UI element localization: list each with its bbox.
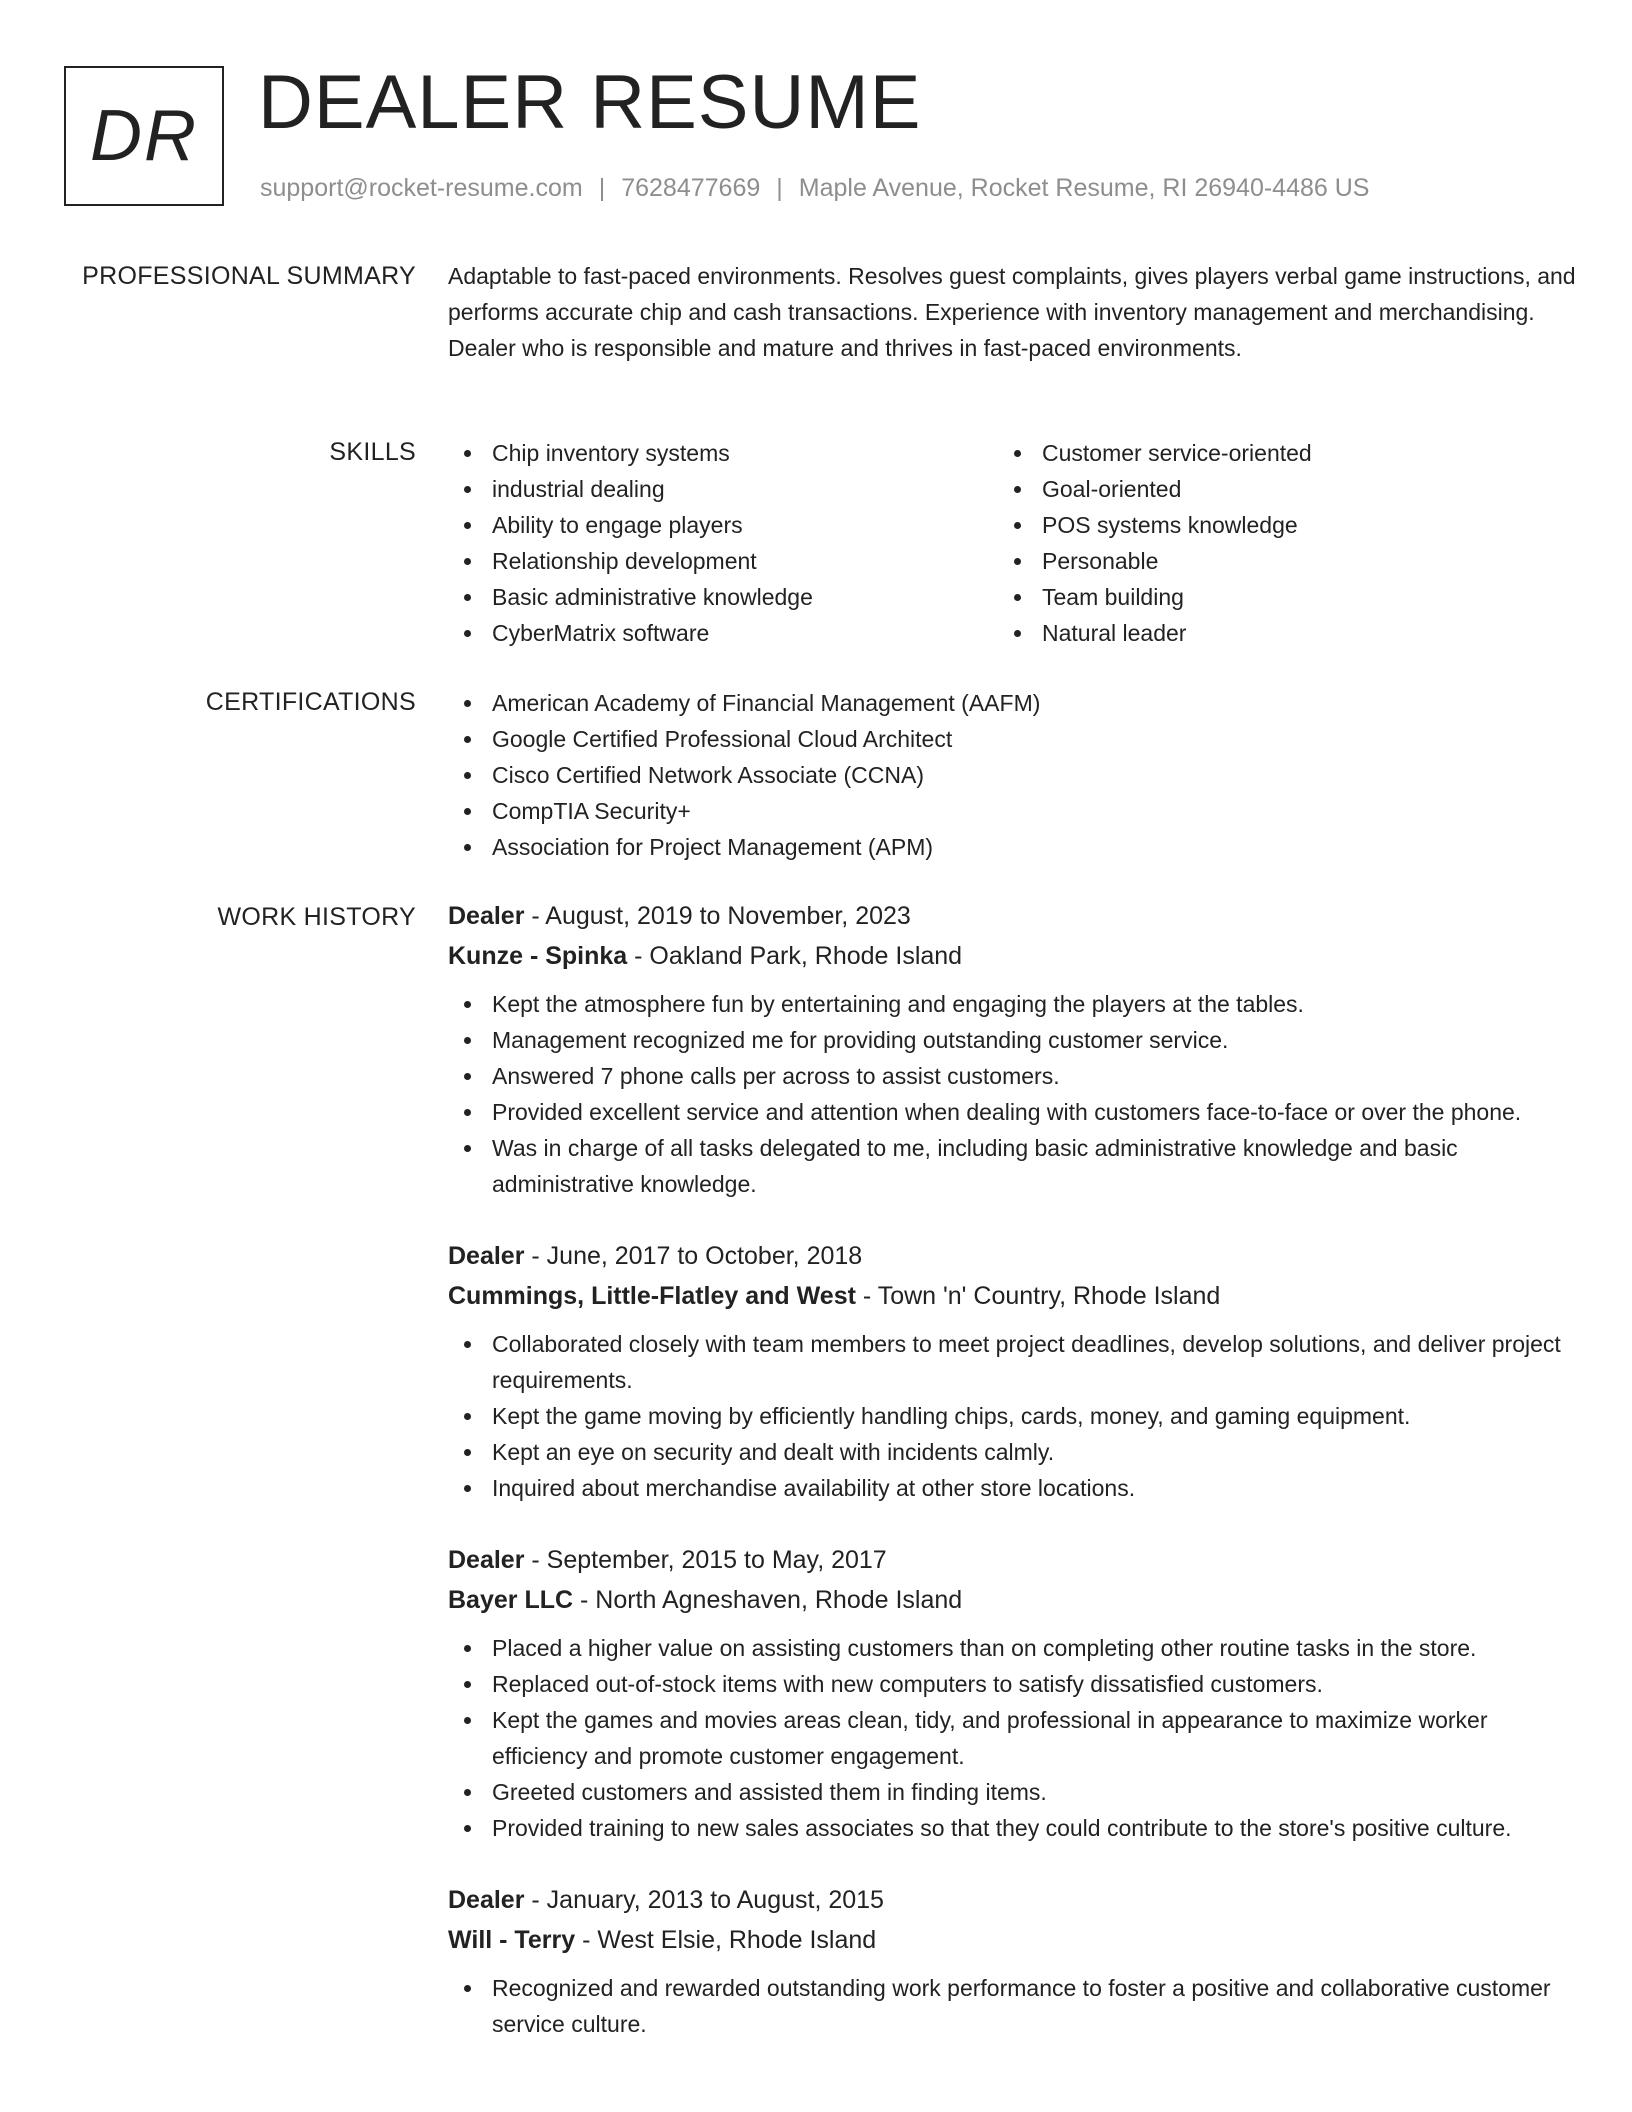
certifications-list (448, 685, 1578, 865)
job-duty-item: Kept an eye on security and dealt with incidents calmly. (448, 1434, 1578, 1470)
skill-item: Ability to engage players (448, 507, 998, 543)
contact-separator: | (598, 174, 606, 202)
certification-item: Google Certified Professional Cloud Architect (448, 721, 1578, 757)
job-duties-list (448, 1630, 1578, 1846)
skill-item: Chip inventory systems (448, 435, 998, 471)
job-location: - West Elsie, Rhode Island (575, 1926, 877, 1954)
summary-section (448, 258, 1578, 366)
certification-item: Cisco Certified Network Associate (CCNA) (448, 757, 1578, 793)
job-duty-item: Kept the games and movies areas clean, tidy, and professional in appearance to maximize worker efficiency and promote customer engagement. (448, 1702, 1578, 1774)
job-duty-item: Answered 7 phone calls per across to assist customers. (448, 1058, 1578, 1094)
resume-title: DEALER RESUME (258, 60, 922, 145)
job-duty-item: Was in charge of all tasks delegated to me, including basic administrative knowledge and basic administrative knowledge. (448, 1130, 1578, 1202)
job-duty-item: Kept the game moving by efficiently handling chips, cards, money, and gaming equipment. (448, 1398, 1578, 1434)
certification-item: American Academy of Financial Management (AAFM) (448, 685, 1578, 721)
job-company: Cummings, Little-Flatley and West (448, 1282, 856, 1310)
skill-item: Team building (998, 579, 1548, 615)
job-entry (448, 1540, 1578, 1846)
job-company: Kunze - Spinka (448, 942, 628, 970)
job-entry (448, 1880, 1578, 2042)
job-entry (448, 896, 1578, 1202)
job-title-line (448, 1236, 1578, 1276)
job-location: - North Agneshaven, Rhode Island (573, 1586, 963, 1614)
contact-phone[interactable]: 7628477669 (621, 174, 761, 202)
job-title: Dealer (448, 1242, 525, 1270)
job-title-line (448, 896, 1578, 936)
skills-list-right (998, 435, 1548, 651)
skill-item: Relationship development (448, 543, 998, 579)
job-duty-item: Provided training to new sales associates so that they could contribute to the store's positive culture. (448, 1810, 1578, 1846)
job-title: Dealer (448, 1546, 525, 1574)
job-duties-list (448, 1326, 1578, 1506)
skill-item: industrial dealing (448, 471, 998, 507)
job-title: Dealer (448, 902, 525, 930)
job-duty-item: Collaborated closely with team members to meet project deadlines, develop solutions, and deliver project requirements. (448, 1326, 1578, 1398)
job-dates: - June, 2017 to October, 2018 (524, 1242, 863, 1270)
section-label-summary: PROFESSIONAL SUMMARY (82, 262, 416, 290)
job-duty-item: Greeted customers and assisted them in finding items. (448, 1774, 1578, 1810)
section-label-certifications: CERTIFICATIONS (205, 688, 416, 716)
job-entry (448, 1236, 1578, 1506)
job-duty-item: Provided excellent service and attention when dealing with customers face-to-face or over the phone. (448, 1094, 1578, 1130)
skill-item: Natural leader (998, 615, 1548, 651)
section-label-work-history: WORK HISTORY (217, 903, 416, 931)
job-duty-item: Kept the atmosphere fun by entertaining and engaging the players at the tables. (448, 986, 1578, 1022)
job-location: - Oakland Park, Rhode Island (627, 942, 963, 970)
certification-item: Association for Project Management (APM) (448, 829, 1578, 865)
job-duty-item: Replaced out-of-stock items with new computers to satisfy dissatisfied customers. (448, 1666, 1578, 1702)
contact-line (260, 174, 1369, 203)
section-label-skills: SKILLS (329, 438, 416, 466)
job-title-line (448, 1880, 1578, 1920)
job-company-line (448, 1580, 1578, 1620)
contact-separator: | (776, 174, 783, 202)
skill-item: Customer service-oriented (998, 435, 1548, 471)
certification-item: CompTIA Security+ (448, 793, 1578, 829)
monogram-initials: DR (90, 96, 198, 176)
job-duties-list (448, 1970, 1578, 2042)
skill-item: Personable (998, 543, 1548, 579)
job-company-line (448, 936, 1578, 976)
job-company-line (448, 1920, 1578, 1960)
certifications-section (448, 685, 1578, 865)
job-dates: - August, 2019 to November, 2023 (524, 902, 911, 930)
skill-item: Basic administrative knowledge (448, 579, 998, 615)
job-dates: - January, 2013 to August, 2015 (524, 1886, 884, 1914)
job-company: Bayer LLC (448, 1586, 574, 1614)
job-location: - Town 'n' Country, Rhode Island (855, 1282, 1221, 1310)
job-duties-list (448, 986, 1578, 1202)
contact-address: Maple Avenue, Rocket Resume, RI 26940-4486 US (798, 174, 1370, 202)
job-duty-item: Recognized and rewarded outstanding work performance to foster a positive and collaborative customer service culture. (448, 1970, 1578, 2042)
skill-item: POS systems knowledge (998, 507, 1548, 543)
job-duty-item: Management recognized me for providing outstanding customer service. (448, 1022, 1578, 1058)
monogram-badge (64, 66, 224, 206)
job-dates: - September, 2015 to May, 2017 (524, 1546, 887, 1574)
contact-email[interactable]: support@rocket-resume.com (260, 174, 583, 202)
job-title: Dealer (448, 1886, 525, 1914)
summary-text: Adaptable to fast-paced environments. Resolves guest complaints, gives players verbal game instructions, and performs accurate chip and cash transactions. Experience with inventory management and merchandising. Dealer who is responsible and mature and thrives in fast-paced environments. (448, 263, 1576, 361)
job-company: Will - Terry (448, 1926, 576, 1954)
skills-section (448, 435, 1578, 651)
work-history-section (448, 896, 1578, 2076)
job-duty-item: Placed a higher value on assisting customers than on completing other routine tasks in the store. (448, 1630, 1578, 1666)
job-company-line (448, 1276, 1578, 1316)
skill-item: Goal-oriented (998, 471, 1548, 507)
skills-list-left (448, 435, 998, 651)
job-title-line (448, 1540, 1578, 1580)
job-duty-item: Inquired about merchandise availability at other store locations. (448, 1470, 1578, 1506)
skill-item: CyberMatrix software (448, 615, 998, 651)
